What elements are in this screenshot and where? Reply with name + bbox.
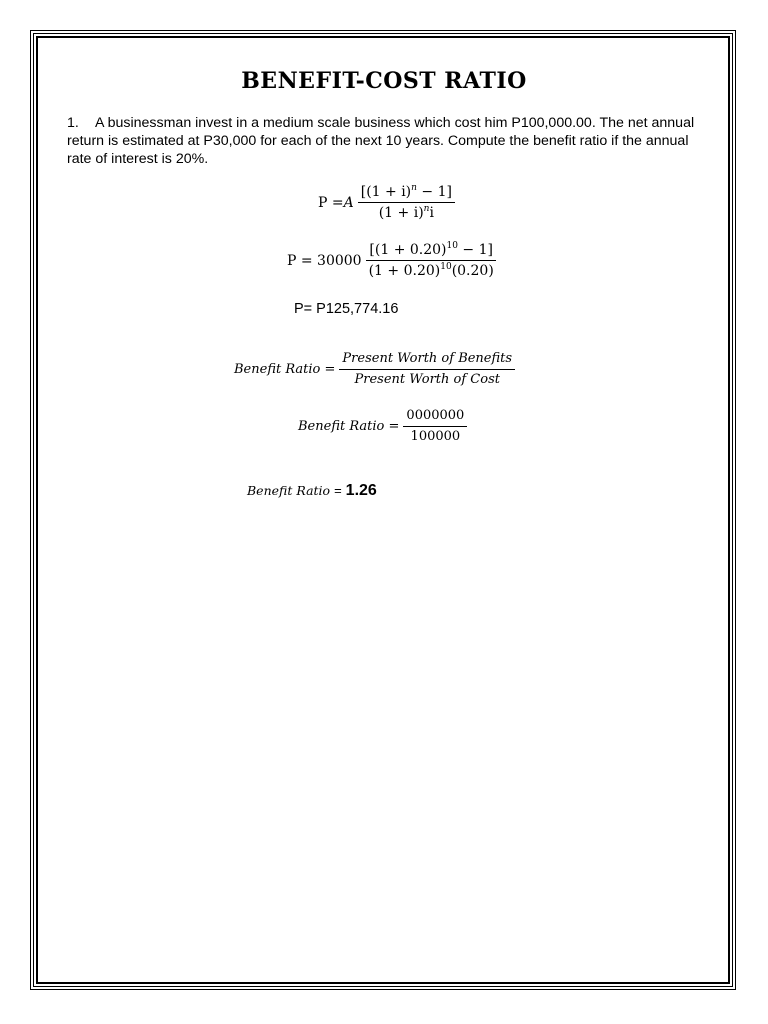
page-title: BENEFIT-COST RATIO (241, 68, 527, 94)
formula-general-denominator: $(1 + i)^ni$ (378, 204, 434, 221)
formula-substituted-numerator: $[(1 + 0.20)^{10} - 1]$ (366, 242, 496, 261)
formula-general (318, 184, 455, 221)
formula-substituted-denominator: $(1 + 0.20)^{10}(0.20)$ (368, 262, 494, 279)
problem-number: 1. (67, 115, 79, 131)
ratio-definition (234, 351, 515, 388)
ratio-substituted-denominator: 100000 (410, 429, 461, 444)
formula-general-coef: A (343, 194, 354, 211)
ratio-definition-denominator: Present Worth of Cost (354, 372, 500, 387)
ratio-definition-fraction (339, 351, 515, 388)
ratio-result-equals: = (334, 483, 342, 498)
formula-general-lhs: P = (318, 194, 344, 211)
problem-statement (67, 114, 697, 168)
page-border-inner (36, 36, 730, 984)
ratio-definition-lhs: Benefit Ratio = (234, 362, 336, 377)
formula-substituted-fraction (366, 242, 497, 279)
problem-text: A businessman invest in a medium scale business which cost him P100,000.00. The net annual return is estimated at P30,000 for each of the next 10 years. Compute the benefit ratio if the annual rate of interest is 20%. (67, 115, 695, 167)
formula-general-fraction (358, 184, 455, 221)
ratio-substituted-fraction (403, 408, 467, 445)
ratio-result-value: 1.26 (345, 482, 377, 499)
formula-general-numerator: $[(1 + i)^n - 1]$ (358, 184, 455, 203)
ratio-substituted-lhs: Benefit Ratio = (298, 419, 400, 434)
formula-substituted (287, 242, 497, 279)
ratio-result (247, 482, 377, 500)
ratio-result-label: Benefit Ratio (247, 483, 331, 498)
formula-substituted-lhs: P = 30000 (287, 252, 362, 269)
present-worth-result: P= P125,774.16 (294, 301, 399, 317)
ratio-substituted (298, 408, 467, 445)
ratio-substituted-numerator: 0000000 (403, 408, 467, 427)
ratio-definition-numerator: Present Worth of Benefits (339, 351, 515, 370)
